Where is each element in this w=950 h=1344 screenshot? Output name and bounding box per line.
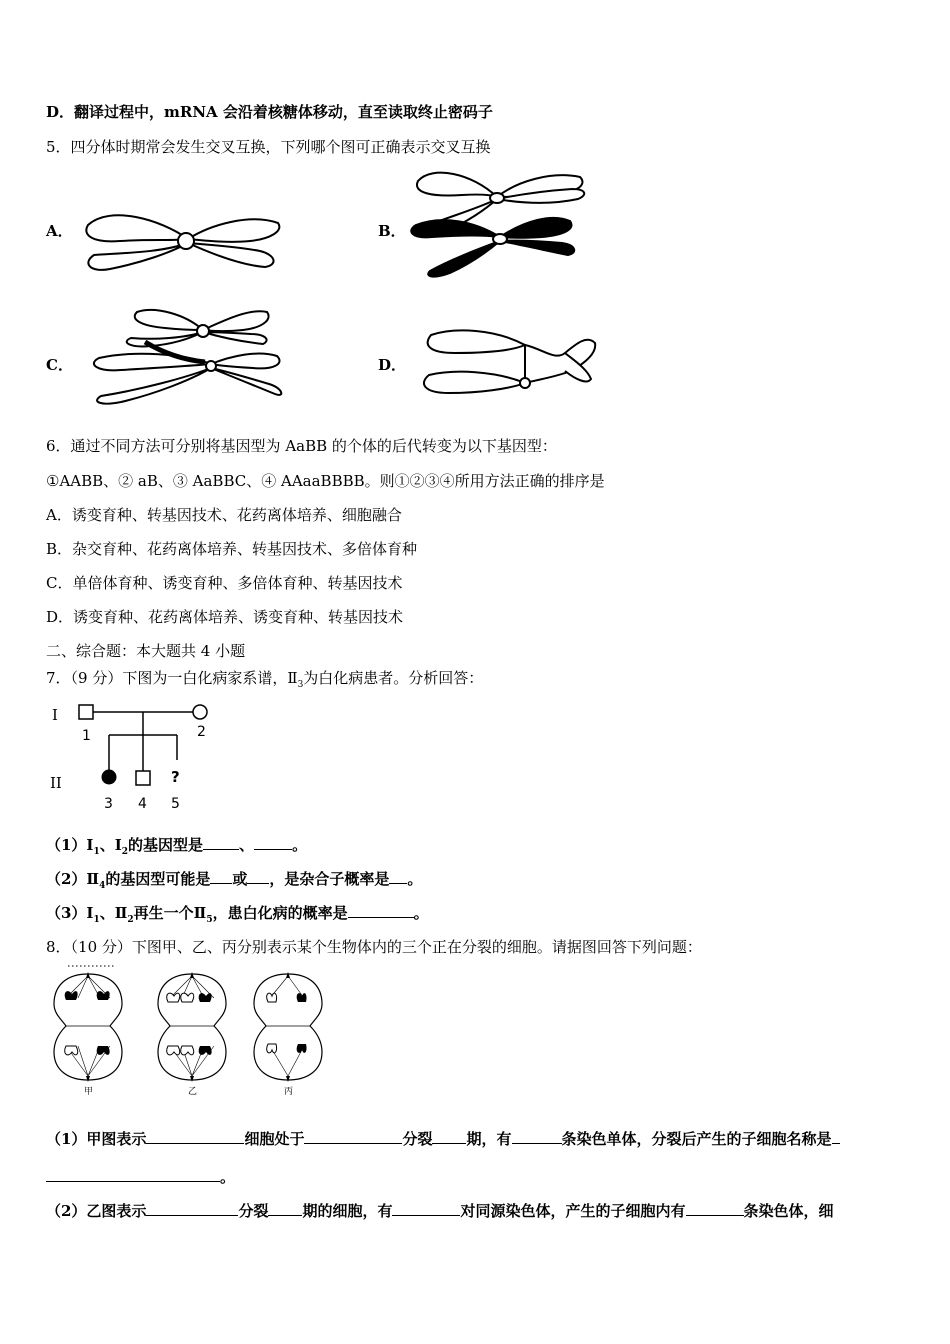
cell-label-yi: 乙 (188, 1087, 198, 1097)
q5-figure-b (402, 165, 592, 280)
q7-pedigree (46, 698, 226, 816)
cell-bing (254, 972, 322, 1097)
q8-part-2: （2）乙图表示 分裂 期的细胞，有 对同源染色体，产生的子细胞内有 条染色体，细 (46, 1202, 834, 1220)
answer-blank[interactable] (146, 1201, 238, 1216)
pedigree-label-2: 2 (197, 724, 206, 740)
q7-part-2: $(2)Ⅱ_4$的基因型可能是 或 ，是杂合子概率是 。 (46, 870, 423, 891)
pedigree-gen-1: I (52, 706, 58, 724)
q5-label-d: D． (378, 356, 407, 374)
answer-blank[interactable] (146, 1129, 244, 1144)
q7-stem: 7．（9 分）下图为一白化病家系谱，$Ⅱ_3$为白化病患者。分析回答： (46, 669, 484, 690)
q7-part-1: $(1)Ⅰ_1$、$Ⅰ_2$的基因型是 、 。 (46, 836, 308, 857)
q6-stem-2: ①AABB、② aB、③ AaBBC、④ AAaaBBBB。则①②③④所用方法正确的排序是 (46, 472, 605, 490)
q5-figure-c (85, 302, 290, 407)
q6-option-c: C．单倍体育种、诱变育种、多倍体育种、转基因技术 (46, 574, 403, 592)
pedigree-i1-male (79, 705, 93, 719)
answer-blank[interactable] (512, 1129, 562, 1144)
answer-blank[interactable] (247, 869, 269, 884)
answer-blank[interactable] (432, 1129, 466, 1144)
section-2-title: 二、综合题：本大题共 4 小题 (46, 642, 246, 660)
q8-part-1: （1）甲图表示 细胞处于 分裂 期，有 条染色单体，分裂后产生的子细胞名称是 (46, 1129, 840, 1149)
cell-jia (54, 966, 122, 1097)
q6-option-a: A．诱变育种、转基因技术、花药离体培养、细胞融合 (46, 506, 402, 524)
answer-blank[interactable] (254, 835, 292, 850)
q6-option-b: B．杂交育种、花药离体培养、转基因技术、多倍体育种 (46, 540, 418, 558)
q5-label-c: C． (46, 356, 73, 374)
answer-blank[interactable] (686, 1201, 744, 1216)
pedigree-label-3: 3 (104, 796, 113, 812)
q6-option-d: D．诱变育种、花药离体培养、诱变育种、转基因技术 (46, 608, 404, 626)
pedigree-gen-2: II (50, 774, 62, 792)
answer-blank[interactable] (832, 1129, 840, 1144)
q8-stem: 8．（10 分）下图甲、乙、丙分别表示某个生物体内的三个正在分裂的细胞。请据图回答下列问题： (46, 938, 702, 956)
q5-label-b: B． (378, 222, 406, 240)
pedigree-ii3-affected-female (102, 770, 116, 784)
cell-label-jia: 甲 (84, 1087, 94, 1097)
pedigree-ii5-unknown: ? (171, 768, 180, 786)
q5-figure-d (415, 325, 600, 405)
answer-blank[interactable] (210, 869, 232, 884)
q5-stem: 5．四分体时期常会发生交叉互换，下列哪个图可正确表示交叉互换 (46, 138, 491, 156)
q6-stem: 6．通过不同方法可分别将基因型为 AaBB 的个体的后代转变为以下基因型： (46, 437, 557, 455)
q5-label-a: A． (46, 222, 73, 240)
pedigree-label-4: 4 (138, 796, 147, 812)
pedigree-i2-female (193, 705, 207, 719)
q4-option-d: D．翻译过程中，mRNA 会沿着核糖体移动，直至读取终止密码子 (46, 103, 493, 121)
q8-part-1-cont: 。 (46, 1167, 235, 1187)
pedigree-label-5: 5 (171, 796, 180, 812)
q7-part-3: $(3)Ⅰ_1$、$Ⅱ_2$再生一个$Ⅱ_5$，患白化病的概率是 。 (46, 904, 429, 925)
q8-cell-figures (48, 962, 338, 1097)
pedigree-ii4-male (136, 771, 150, 785)
answer-blank[interactable] (203, 835, 239, 850)
pedigree-label-1: 1 (82, 728, 91, 744)
answer-blank[interactable] (392, 1201, 460, 1216)
answer-blank[interactable] (304, 1129, 402, 1144)
answer-blank[interactable] (348, 903, 414, 918)
answer-blank[interactable] (389, 869, 407, 884)
q5-figure-a (80, 205, 285, 280)
cell-label-bing: 丙 (284, 1087, 294, 1097)
answer-blank[interactable] (268, 1201, 302, 1216)
cell-yi (158, 972, 226, 1097)
answer-blank[interactable] (46, 1167, 220, 1182)
